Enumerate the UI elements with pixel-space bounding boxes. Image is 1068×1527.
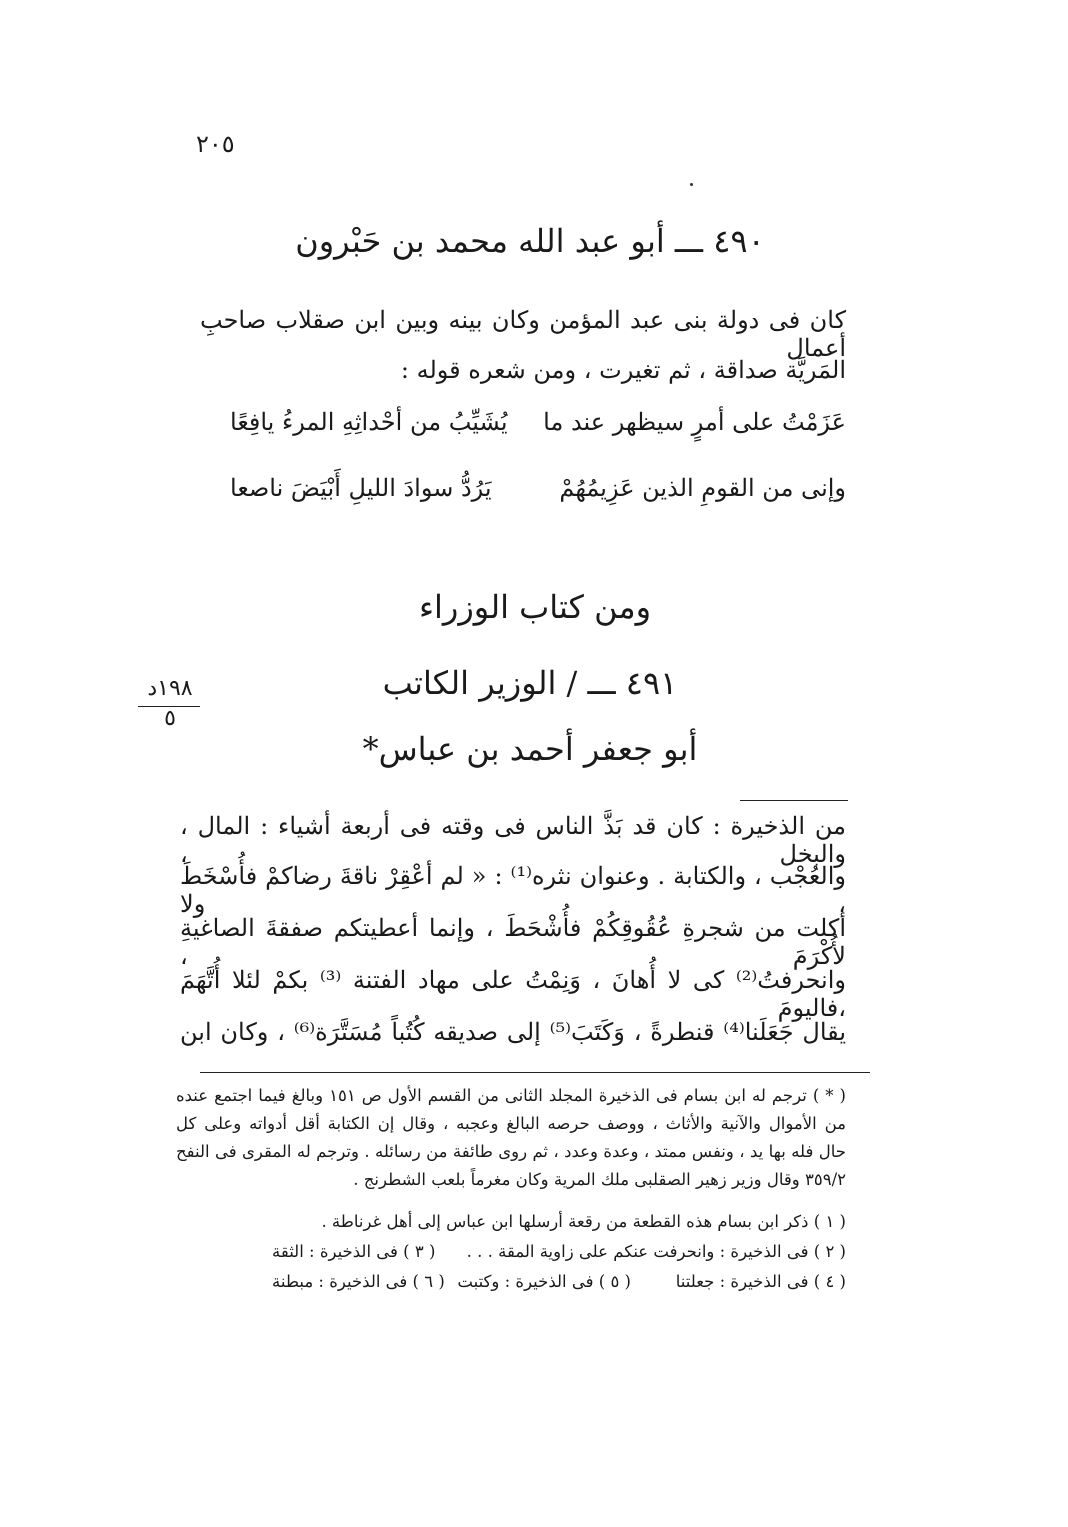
footnote-line: ( * ) ترجم له ابن بسام فى الذخيرة المجلد الثانى من القسم الأول ص ١٥١ وبالغ فيما اجتمع عنده	[176, 1086, 846, 1105]
footnote-line: ٣٥٩/٢ وقال وزير زهير الصقلبى ملك المرية وكان مغرماً بلعب الشطرنج .	[353, 1170, 846, 1189]
verse-first-hemistich: عَزَمْتُ على أمرٍ سيظهر عند ما	[543, 408, 846, 436]
footnote-5: ( ٥ ) فى الذخيرة : وكتبت	[457, 1272, 631, 1291]
body-line: من الذخيرة : كان قد بَذَّ الناس فى وقته فى أربعة أشياء : المال ، والبخل ،	[180, 812, 846, 868]
entry-491-subheading: أبو جعفر أحمد بن عباس*	[362, 730, 698, 768]
entry-490-intro-line: المَريَّة صداقة ، ثم تغيرت ، ومن شعره قوله :	[400, 356, 846, 384]
entry-490-heading: ٤٩٠ ـــ أبو عبد الله محمد بن حَبْرون	[295, 222, 765, 260]
footnote-1: ( ١ ) ذكر ابن بسام هذه القطعة من رقعة أرسلها ابن عباس إلى أهل غرناطة .	[321, 1212, 846, 1231]
body-line: والعُجْب ، والكتابة . وعنوان نثره⁽¹⁾ : « لم أعْقِرْ ناقةَ رضاكمْ فأُسْخَطَ ، ولا	[180, 862, 846, 918]
body-line: أكلت من شجرةِ عُقُوقِكُمْ فأُشْحَطَ ، وإنما أعطيتكم صفقةَ الصاغيةِ لأُكْرَمَ ،	[180, 914, 846, 970]
entry-491-rule	[740, 800, 848, 801]
footnote-4: ( ٤ ) فى الذخيرة : جعلتنا	[675, 1272, 846, 1291]
footnote-3: ( ٣ ) فى الذخيرة : الثقة	[272, 1242, 436, 1261]
entry-490-intro-line: كان فى دولة بنى عبد المؤمن وكان بينه وبين ابن صقلاب صاحبِ أعمال	[200, 306, 846, 362]
verse-row	[230, 474, 846, 514]
body-line: يقال جَعَلَنا⁽⁴⁾ قنطرةً ، وَكَتَبَ⁽⁵⁾ إلى صديقه كُتُباً مُسَتَّرَة⁽⁶⁾ ، وكان ابن	[180, 1018, 847, 1046]
footnote-6: ( ٦ ) فى الذخيرة : مبطنة	[272, 1272, 445, 1291]
footnote-line: من الأموال والآنية والأثاث ، ووصف حرصه البالغ وعجبه ، وقال إن الكتابة أقل أدواته وعلى كل	[176, 1114, 846, 1133]
footnote-row	[260, 1242, 846, 1266]
section-title: ومن كتاب الوزراء	[418, 588, 652, 626]
verse-second-hemistich: يُشَيِّبُ من أحْداثِهِ المرءُ يافِعًا	[230, 408, 508, 436]
scan-speck	[690, 183, 693, 186]
entry-491-heading: ٤٩١ ـــ / الوزير الكاتب	[382, 664, 678, 702]
margin-note-number: ٥	[164, 706, 176, 731]
page-number: ٢٠٥	[196, 130, 235, 158]
verse-first-hemistich: وإنى من القومِ الذين عَزِيمُهُمْ	[559, 474, 846, 502]
body-line: وانحرفتُ⁽²⁾ كى لا أُهانَ ، وَنِمْتُ على مهاد الفتنة ⁽³⁾ بكمْ لئلا أُتَّهَمَ ،فاليومَ	[180, 966, 846, 1022]
footnote-line: حال فله بها يد ، ونفس ممتد ، وعدة وعدد ، ثم روى طائفة من رسائله . وترجم له المقرى فى النفح	[176, 1142, 846, 1161]
footnote-separator	[200, 1072, 870, 1073]
footnote-row	[260, 1272, 846, 1296]
verse-second-hemistich: يَرُدُّ سوادَ الليلِ أَبْيَضَ ناصعا	[230, 474, 492, 502]
footnote-2: ( ٢ ) فى الذخيرة : وانحرفت عنكم على زاوية المقة . . .	[466, 1242, 846, 1261]
verse-row	[230, 408, 846, 448]
margin-note-folio: ١٩٨د	[147, 676, 193, 701]
